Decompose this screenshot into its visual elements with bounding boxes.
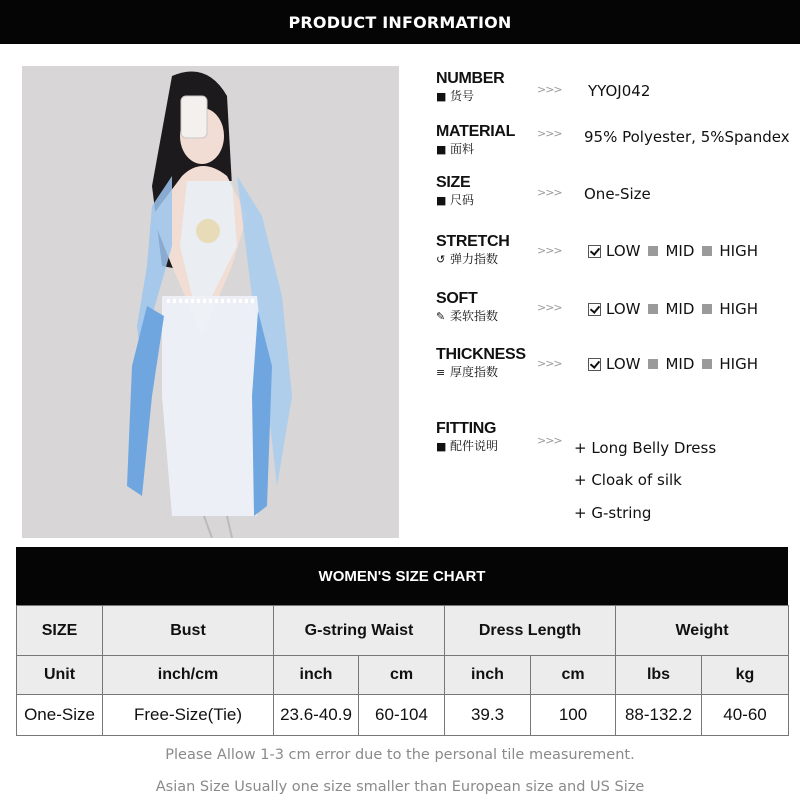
product-information-header	[0, 0, 800, 44]
table-cell: 88-132.2	[616, 695, 702, 736]
square-grey-icon	[702, 304, 712, 314]
table-cell: 40-60	[702, 695, 789, 736]
stretch-level	[588, 242, 758, 260]
size-chart	[16, 547, 788, 735]
square-grey-icon	[702, 246, 712, 256]
square-bullet-icon: ■	[436, 143, 447, 156]
stretch-icon: ↺	[436, 253, 446, 266]
checkbox-checked-icon	[588, 303, 601, 316]
asian-size-note: Asian Size Usually one size smaller than European size and US Size	[155, 779, 645, 795]
level-high-label: HIGH	[719, 355, 758, 373]
arrows-icon: >>>	[537, 186, 562, 199]
size-label	[436, 175, 474, 209]
header-title: PRODUCT INFORMATION	[288, 12, 512, 32]
arrows-icon: >>>	[537, 301, 562, 314]
square-bullet-icon: ■	[436, 90, 447, 103]
soft-label-en: SOFT	[436, 290, 478, 307]
product-photo-illustration	[22, 66, 399, 538]
level-mid-label: MID	[665, 355, 695, 373]
square-grey-icon	[702, 359, 712, 369]
square-bullet-icon: ■	[436, 194, 447, 207]
arrows-icon: >>>	[537, 83, 562, 96]
arrows-icon: >>>	[537, 127, 562, 140]
table-unit-cell: cm	[359, 656, 445, 695]
size-label-cn: 尺码	[450, 193, 475, 207]
material-value: 95% Polyester, 5%Spandex	[584, 128, 790, 146]
level-high-label: HIGH	[719, 300, 758, 318]
table-unit-cell: kg	[702, 656, 789, 695]
checkbox-checked-icon	[588, 245, 601, 258]
arrows-icon: >>>	[537, 357, 562, 370]
material-label	[436, 124, 515, 158]
level-mid-label: MID	[665, 300, 695, 318]
soft-label-cn: 柔软指数	[450, 309, 499, 323]
table-header-cell: SIZE	[17, 606, 103, 656]
material-label-cn: 面料	[450, 142, 475, 156]
table-header-cell: Weight	[616, 606, 789, 656]
thickness-label-en: THICKNESS	[436, 346, 526, 363]
table-cell: 39.3	[445, 695, 531, 736]
fitting-label-en: FITTING	[436, 420, 497, 437]
level-low-label: LOW	[606, 300, 641, 318]
fitting-label	[436, 421, 498, 455]
stretch-label-cn: 弹力指数	[450, 252, 499, 266]
arrows-icon: >>>	[537, 244, 562, 257]
size-chart-title: WOMEN'S SIZE CHART	[16, 547, 788, 605]
number-label	[436, 71, 504, 105]
soft-label	[436, 291, 498, 325]
table-unit-cell: inch/cm	[103, 656, 274, 695]
table-row	[17, 695, 789, 736]
thickness-level	[588, 355, 758, 373]
table-unit-cell: lbs	[616, 656, 702, 695]
level-low-label: LOW	[606, 355, 641, 373]
measurement-note: Please Allow 1-3 cm error due to the personal tile measurement.	[165, 747, 635, 763]
arrows-icon: >>>	[537, 434, 562, 447]
table-cell: 23.6-40.9	[274, 695, 359, 736]
table-header-row	[17, 606, 789, 656]
size-chart-table	[16, 605, 789, 736]
soft-level	[588, 300, 758, 318]
stretch-label	[436, 234, 509, 268]
table-header-cell: Dress Length	[445, 606, 616, 656]
table-unit-cell: inch	[274, 656, 359, 695]
square-grey-icon	[648, 359, 658, 369]
table-unit-cell: cm	[531, 656, 616, 695]
layers-icon: ≡	[436, 366, 446, 379]
level-high-label: HIGH	[719, 242, 758, 260]
table-unit-cell: Unit	[17, 656, 103, 695]
material-label-en: MATERIAL	[436, 123, 516, 140]
thickness-label-cn: 厚度指数	[450, 365, 499, 379]
fitting-item: + Cloak of silk	[574, 471, 682, 489]
size-label-en: SIZE	[436, 174, 471, 191]
table-header-cell: G-string Waist	[274, 606, 445, 656]
table-cell: Free-Size(Tie)	[103, 695, 274, 736]
table-cell: 60-104	[359, 695, 445, 736]
table-header-cell: Bust	[103, 606, 274, 656]
checkbox-checked-icon	[588, 358, 601, 371]
product-photo	[22, 66, 399, 538]
fitting-item: + G-string	[574, 504, 652, 522]
thickness-label	[436, 347, 526, 381]
level-mid-label: MID	[665, 242, 695, 260]
table-unit-cell: inch	[445, 656, 531, 695]
square-grey-icon	[648, 304, 658, 314]
table-cell: 100	[531, 695, 616, 736]
size-value: One-Size	[584, 185, 651, 203]
square-grey-icon	[648, 246, 658, 256]
fitting-label-cn: 配件说明	[450, 439, 499, 453]
number-label-en: NUMBER	[436, 70, 505, 87]
feather-icon: ✎	[436, 310, 446, 323]
fitting-item: + Long Belly Dress	[574, 439, 717, 457]
level-low-label: LOW	[606, 242, 641, 260]
stretch-label-en: STRETCH	[436, 233, 510, 250]
table-unit-row	[17, 656, 789, 695]
table-cell: One-Size	[17, 695, 103, 736]
number-value: YYOJ042	[588, 82, 651, 100]
square-bullet-icon: ■	[436, 440, 447, 453]
number-label-cn: 货号	[450, 89, 475, 103]
